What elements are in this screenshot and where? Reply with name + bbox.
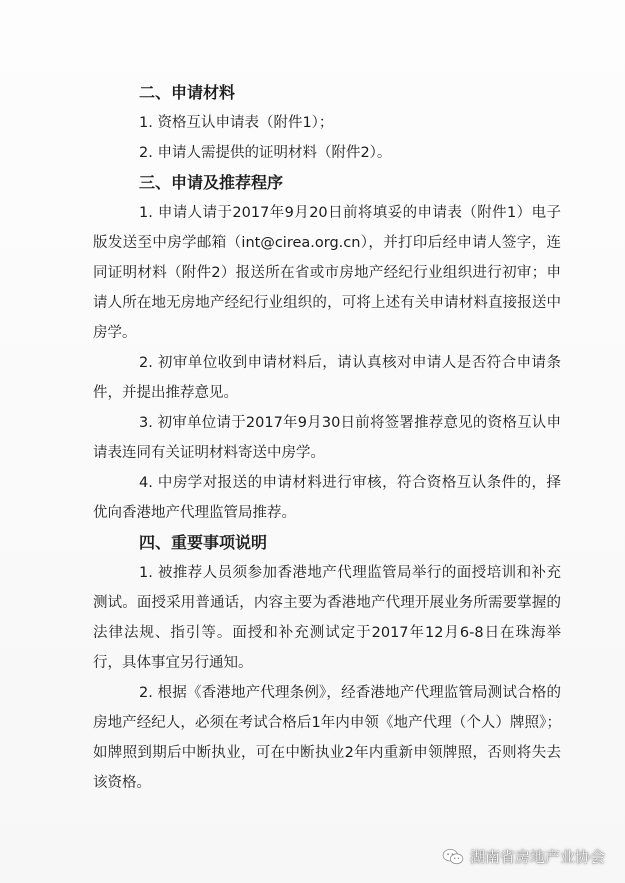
document-body	[93, 78, 561, 798]
section-heading-notes: 四、重要事项说明	[139, 533, 268, 552]
materials-item-2: 2. 申请人需提供的证明材料（附件2）。	[139, 145, 392, 161]
notes-para-2: 2. 根据《香港地产代理条例》，经香港地产代理监管局测试合格的房地产经纪人，必须在考试合格后1年内申领《地产代理（个人）牌照》；如牌照到期后中断执业，可在中断执业2年内重新申领牌照，否则将失去该资格。	[93, 685, 561, 791]
wechat-icon	[442, 848, 464, 866]
notes-para-1: 1. 被推荐人员须参加香港地产代理监管局举行的面授培训和补充测试。面授采用普通话，内容主要为香港地产代理开展业务所需要掌握的法律法规、指引等。面授和补充测试定于2017年12月6-8日在珠海举行，具体事宜另行通知。	[93, 565, 561, 671]
watermark	[442, 846, 605, 867]
procedure-para-3: 3. 初审单位请于2017年9月30日前将签署推荐意见的资格互认申请表连同有关证明材料寄送中房学。	[93, 415, 561, 461]
materials-item-1: 1. 资格互认申请表（附件1）；	[139, 115, 334, 131]
procedure-para-1: 1. 申请人请于2017年9月20日前将填妥的申请表（附件1）电子版发送至中房学邮箱（int@cirea.org.cn），并打印后经申请人签字，连同证明材料（附件2）报送所在省或市房地产经纪行业组织进行初审；申请人所在地无房地产经纪行业组织的，可将上述有关申请材料直接报送中房学。	[93, 205, 561, 341]
watermark-text: 湖南省房地产业协会	[469, 848, 605, 866]
procedure-para-4: 4. 中房学对报送的申请材料进行审核，符合资格互认条件的，择优向香港地产代理监管局推荐。	[93, 475, 561, 521]
section-heading-materials: 二、申请材料	[139, 83, 236, 102]
procedure-para-2: 2. 初审单位收到申请材料后，请认真核对申请人是否符合申请条件，并提出推荐意见。	[93, 355, 561, 401]
section-heading-procedure: 三、申请及推荐程序	[139, 173, 284, 192]
